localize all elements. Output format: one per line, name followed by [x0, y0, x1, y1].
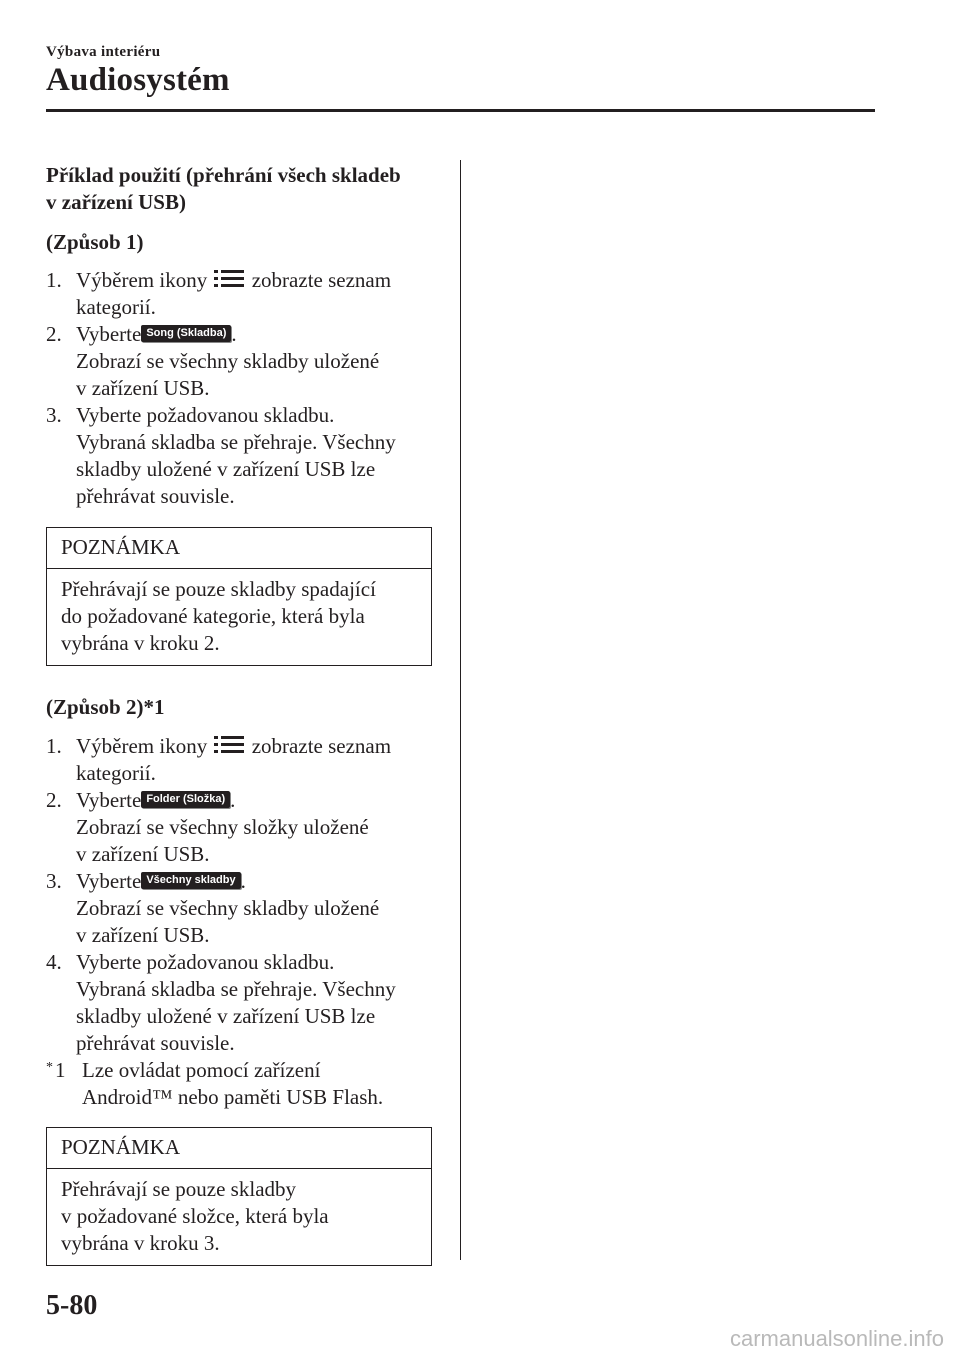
column-divider [460, 160, 461, 1260]
note-header [47, 528, 431, 569]
note-box-2 [46, 1127, 432, 1266]
step-line: kategorií. [76, 761, 156, 785]
note-line: vybrána v kroku 3. [61, 1231, 220, 1255]
step-line: kategorií. [76, 295, 156, 319]
step-line: Vyberte Všechny skladby . [76, 869, 246, 893]
step-line: přehrávat souvisle. [76, 1031, 235, 1055]
step-line: v zařízení USB. [76, 376, 210, 400]
step-number: 3. [46, 403, 62, 427]
step-line: Vyberte požadovanou skladbu. [76, 403, 335, 427]
note-body [47, 569, 431, 665]
note-line: vybrána v kroku 2. [61, 631, 220, 655]
step-number: 2. [46, 322, 62, 346]
step-number: 1. [46, 268, 62, 292]
step-line: Vybraná skladba se přehraje. Všechny [76, 977, 396, 1001]
step-line: skladby uložené v zařízení USB lze [76, 457, 376, 481]
note-line: v požadované složce, která byla [61, 1204, 329, 1228]
step-line: Zobrazí se všechny skladby uložené [76, 896, 380, 920]
step-line: Vyberte Song (Skladba) . [76, 322, 237, 346]
page-number: 5-80 [46, 1290, 98, 1321]
title-divider [46, 109, 875, 112]
list-icon [212, 268, 246, 290]
step-line: Výběrem ikony zobrazte seznam [76, 734, 392, 758]
all-songs-button: Všechny skladby [141, 872, 240, 889]
note-line: Přehrávají se pouze skladby spadající [61, 577, 376, 601]
folder-button: Folder (Složka) [141, 791, 230, 808]
step-line: Vyberte Folder (Složka) . [76, 788, 236, 812]
footnote-line: Android™ nebo paměti USB Flash. [82, 1085, 384, 1109]
step-number: 1. [46, 734, 62, 758]
step-line: Zobrazí se všechny skladby uložené [76, 349, 380, 373]
footnote-number: 1 [55, 1058, 66, 1082]
footnote-asterisk: * [46, 1060, 53, 1075]
step-line: Vybraná skladba se přehraje. Všechny [76, 430, 396, 454]
note-line: Přehrávají se pouze skladby [61, 1177, 297, 1201]
note-line: do požadované kategorie, která byla [61, 604, 365, 628]
step-number: 2. [46, 788, 62, 812]
step-line: přehrávat souvisle. [76, 484, 235, 508]
note-body [47, 1169, 431, 1265]
watermark: carmanualsonline.info [729, 1326, 944, 1351]
step-line: Zobrazí se všechny složky uložené [76, 815, 369, 839]
step-number: 3. [46, 869, 62, 893]
step-line: v zařízení USB. [76, 842, 210, 866]
example-heading-line-2: v zařízení USB) [46, 190, 186, 214]
step-number: 4. [46, 950, 62, 974]
method-1-heading: (Způsob 1) [46, 230, 144, 254]
note-title: POZNÁMKA [61, 1135, 181, 1159]
section-label: Výbava interiéru [46, 44, 161, 60]
list-icon [212, 734, 246, 756]
step-line: Výběrem ikony zobrazte seznam [76, 268, 392, 292]
example-heading-line-1: Příklad použití (přehrání všech skladeb [46, 163, 401, 187]
song-button: Song (Skladba) [141, 325, 231, 342]
step-line: skladby uložené v zařízení USB lze [76, 1004, 376, 1028]
step-line: v zařízení USB. [76, 923, 210, 947]
footnote-line: Lze ovládat pomocí zařízení [82, 1058, 321, 1082]
note-box-1 [46, 527, 432, 666]
step-line: Vyberte požadovanou skladbu. [76, 950, 335, 974]
note-title: POZNÁMKA [61, 535, 181, 559]
note-header [47, 1128, 431, 1169]
method-2-heading: (Způsob 2)*1 [46, 695, 165, 719]
page-title: Audiosystém [46, 62, 230, 98]
